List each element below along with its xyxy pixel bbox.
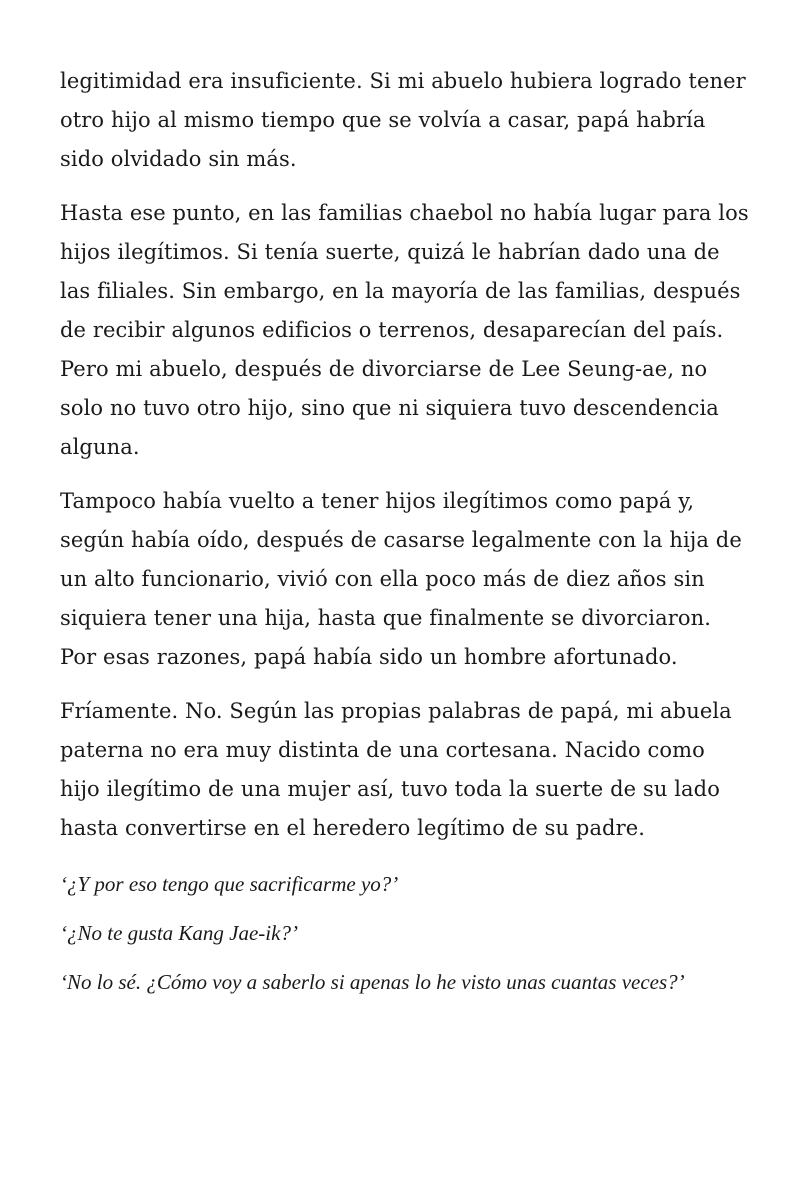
dialogue-block [60,868,750,998]
dialogue-line-2: ‘¿No te gusta Kang Jae-ik?’ [60,921,298,945]
dialogue-line-3: ‘No lo sé. ¿Cómo voy a saberlo si apenas lo he visto unas cuantas veces?’ [60,970,685,994]
book-page [60,62,750,1015]
paragraph-1: legitimidad era insuficiente. Si mi abuelo hubiera logrado tener otro hijo al mismo tiempo que se volvía a casar, papá habría sido olvidado sin más. [60,69,746,171]
paragraph-3: Tampoco había vuelto a tener hijos ilegítimos como papá y, según había oído, después de casarse legalmente con la hija de un alto funcionario, vivió con ella poco más de diez años sin siquiera tener una hija, hasta que finalmente se divorciaron. Por esas razones, papá había sido un hombre afortunado. [60,489,742,669]
paragraph-4: Fríamente. No. Según las propias palabras de papá, mi abuela paterna no era muy distinta de una cortesana. Nacido como hijo ilegítimo de una mujer así, tuvo toda la suerte de su lado hasta convertirse en el heredero legítimo de su padre. [60,699,732,840]
paragraph-2: Hasta ese punto, en las familias chaebol no había lugar para los hijos ilegítimos. Si tenía suerte, quizá le habrían dado una de las filiales. Sin embargo, en la mayoría de las familias, después de recibir algunos edificios o terrenos, desaparecían del país. Pero mi abuelo, después de divorciarse de Lee Seung-ae, no solo no tuvo otro hijo, sino que ni siquiera tuvo descendencia alguna. [60,201,749,459]
dialogue-line-1: ‘¿Y por eso tengo que sacrificarme yo?’ [60,872,399,896]
